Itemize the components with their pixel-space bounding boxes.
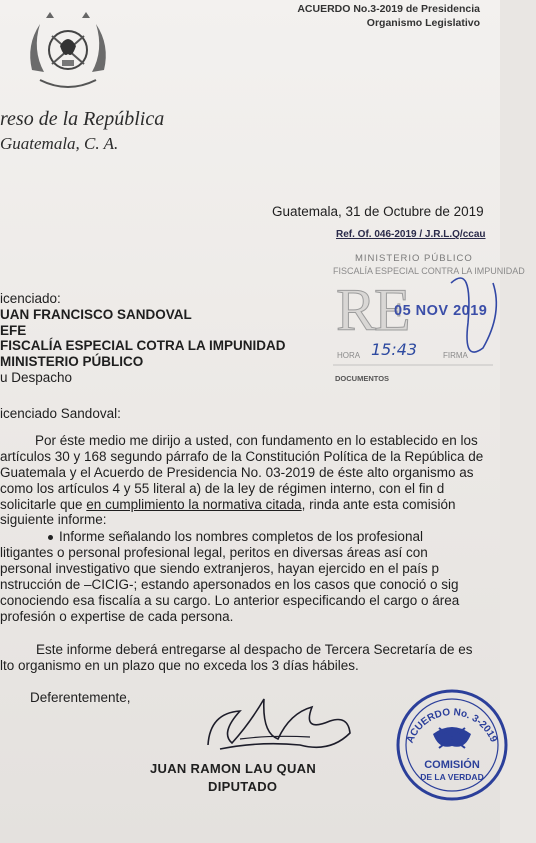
reference-number: Ref. Of. 046-2019 / J.R.L.Q/ccau	[336, 229, 486, 240]
bullet-line	[48, 529, 423, 544]
recipient-role: EFE	[0, 323, 27, 338]
handwritten-signature	[180, 693, 380, 763]
bullet-line: litigantes o personal profesional legal, peritos en diversas áreas así con	[0, 545, 428, 560]
stamp-documentos-label: DOCUMENTOS	[335, 374, 390, 383]
acuerdo-line: ACUERDO No.3-2019 de Presidencia	[297, 3, 480, 15]
commission-seal	[393, 686, 511, 804]
body-line: artículos 30 y 168 segundo párrafo de la Constitución Política de la República de	[0, 449, 484, 464]
stamp-signature-scribble	[333, 253, 533, 388]
recipient-despacho: u Despacho	[0, 370, 73, 385]
bullet-line: personal investigativo que siendo extranjeros, hayan ejercido en el país p	[0, 561, 440, 576]
bullet-text: Informe señalando los nombres completos de los profesional	[59, 529, 423, 544]
bullet-icon	[48, 535, 53, 540]
organismo-line: Organismo Legislativo	[366, 17, 480, 29]
bullet-line: nstrucción de –CICIG-; estando apersonados en los casos que conoció o sig	[0, 577, 459, 592]
greeting: icenciado Sandoval:	[0, 406, 121, 421]
seal-comision: COMISIÓN	[424, 759, 480, 771]
underlined-text: en cumplimiento la normativa citada	[86, 497, 302, 512]
stamp-hora-value: 15:43	[371, 340, 418, 359]
body-text: solicitarle que	[0, 497, 87, 512]
stamp-ministry: MINISTERIO PÚBLICO	[355, 253, 473, 264]
body-line: lto organismo en un plazo que no exceda los 3 días hábiles.	[0, 658, 359, 673]
body-line: siguiente informe:	[0, 512, 107, 527]
bullet-line: profesión o expertise de cada persona.	[0, 609, 234, 624]
seal-graphic	[393, 686, 511, 804]
coat-of-arms-icon	[22, 10, 114, 98]
body-line: Guatemala y el Acuerdo de Presidencia No. 03-2019 de éste alto organismo as	[0, 465, 474, 480]
recipient-title: icenciado:	[0, 291, 61, 306]
body-line	[0, 497, 456, 512]
letter-date: Guatemala, 31 de Octubre de 2019	[272, 204, 484, 219]
recipient-institution: MINISTERIO PÚBLICO	[0, 354, 144, 369]
stamp-big-letters: RE	[336, 277, 409, 343]
recipient-office: FISCALÍA ESPECIAL COTRA LA IMPUNIDAD	[0, 338, 286, 353]
seal-verdad: DE LA VERDAD	[420, 772, 484, 782]
body-text: , rinda ante esta comisión	[301, 497, 456, 512]
congress-name: reso de la República	[0, 108, 165, 130]
stamp-date: 05 NOV 2019	[394, 303, 488, 319]
seal-top-text: ACUERDO No. 3-2019	[404, 707, 499, 745]
congress-location: Guatemala, C. A.	[0, 134, 119, 153]
stamp-fiscalia: FISCALÍA ESPECIAL CONTRA LA IMPUNIDAD	[333, 266, 525, 276]
recipient-name: UAN FRANCISCO SANDOVAL	[0, 307, 192, 322]
bullet-line: conociendo esa fiscalía a su cargo. Lo anterior especificando el cargo o área	[0, 593, 460, 608]
stamp-firma-label: FIRMA	[443, 351, 468, 360]
stamp-hora-label: HORA	[337, 351, 361, 360]
signer-name: JUAN RAMON LAU QUAN	[150, 761, 317, 776]
body-line: como los artículos 4 y 55 literal a) de la ley de régimen interno, con el fin d	[0, 481, 445, 496]
header-reference	[297, 2, 480, 30]
signer-title: DIPUTADO	[208, 779, 278, 794]
closing: Deferentemente,	[30, 690, 131, 705]
body-line: Este informe deberá entregarse al despacho de Tercera Secretaría de es	[36, 642, 473, 657]
body-line: Por éste medio me dirijo a usted, con fundamento en lo establecido en los	[35, 433, 478, 448]
received-stamp	[333, 253, 533, 388]
